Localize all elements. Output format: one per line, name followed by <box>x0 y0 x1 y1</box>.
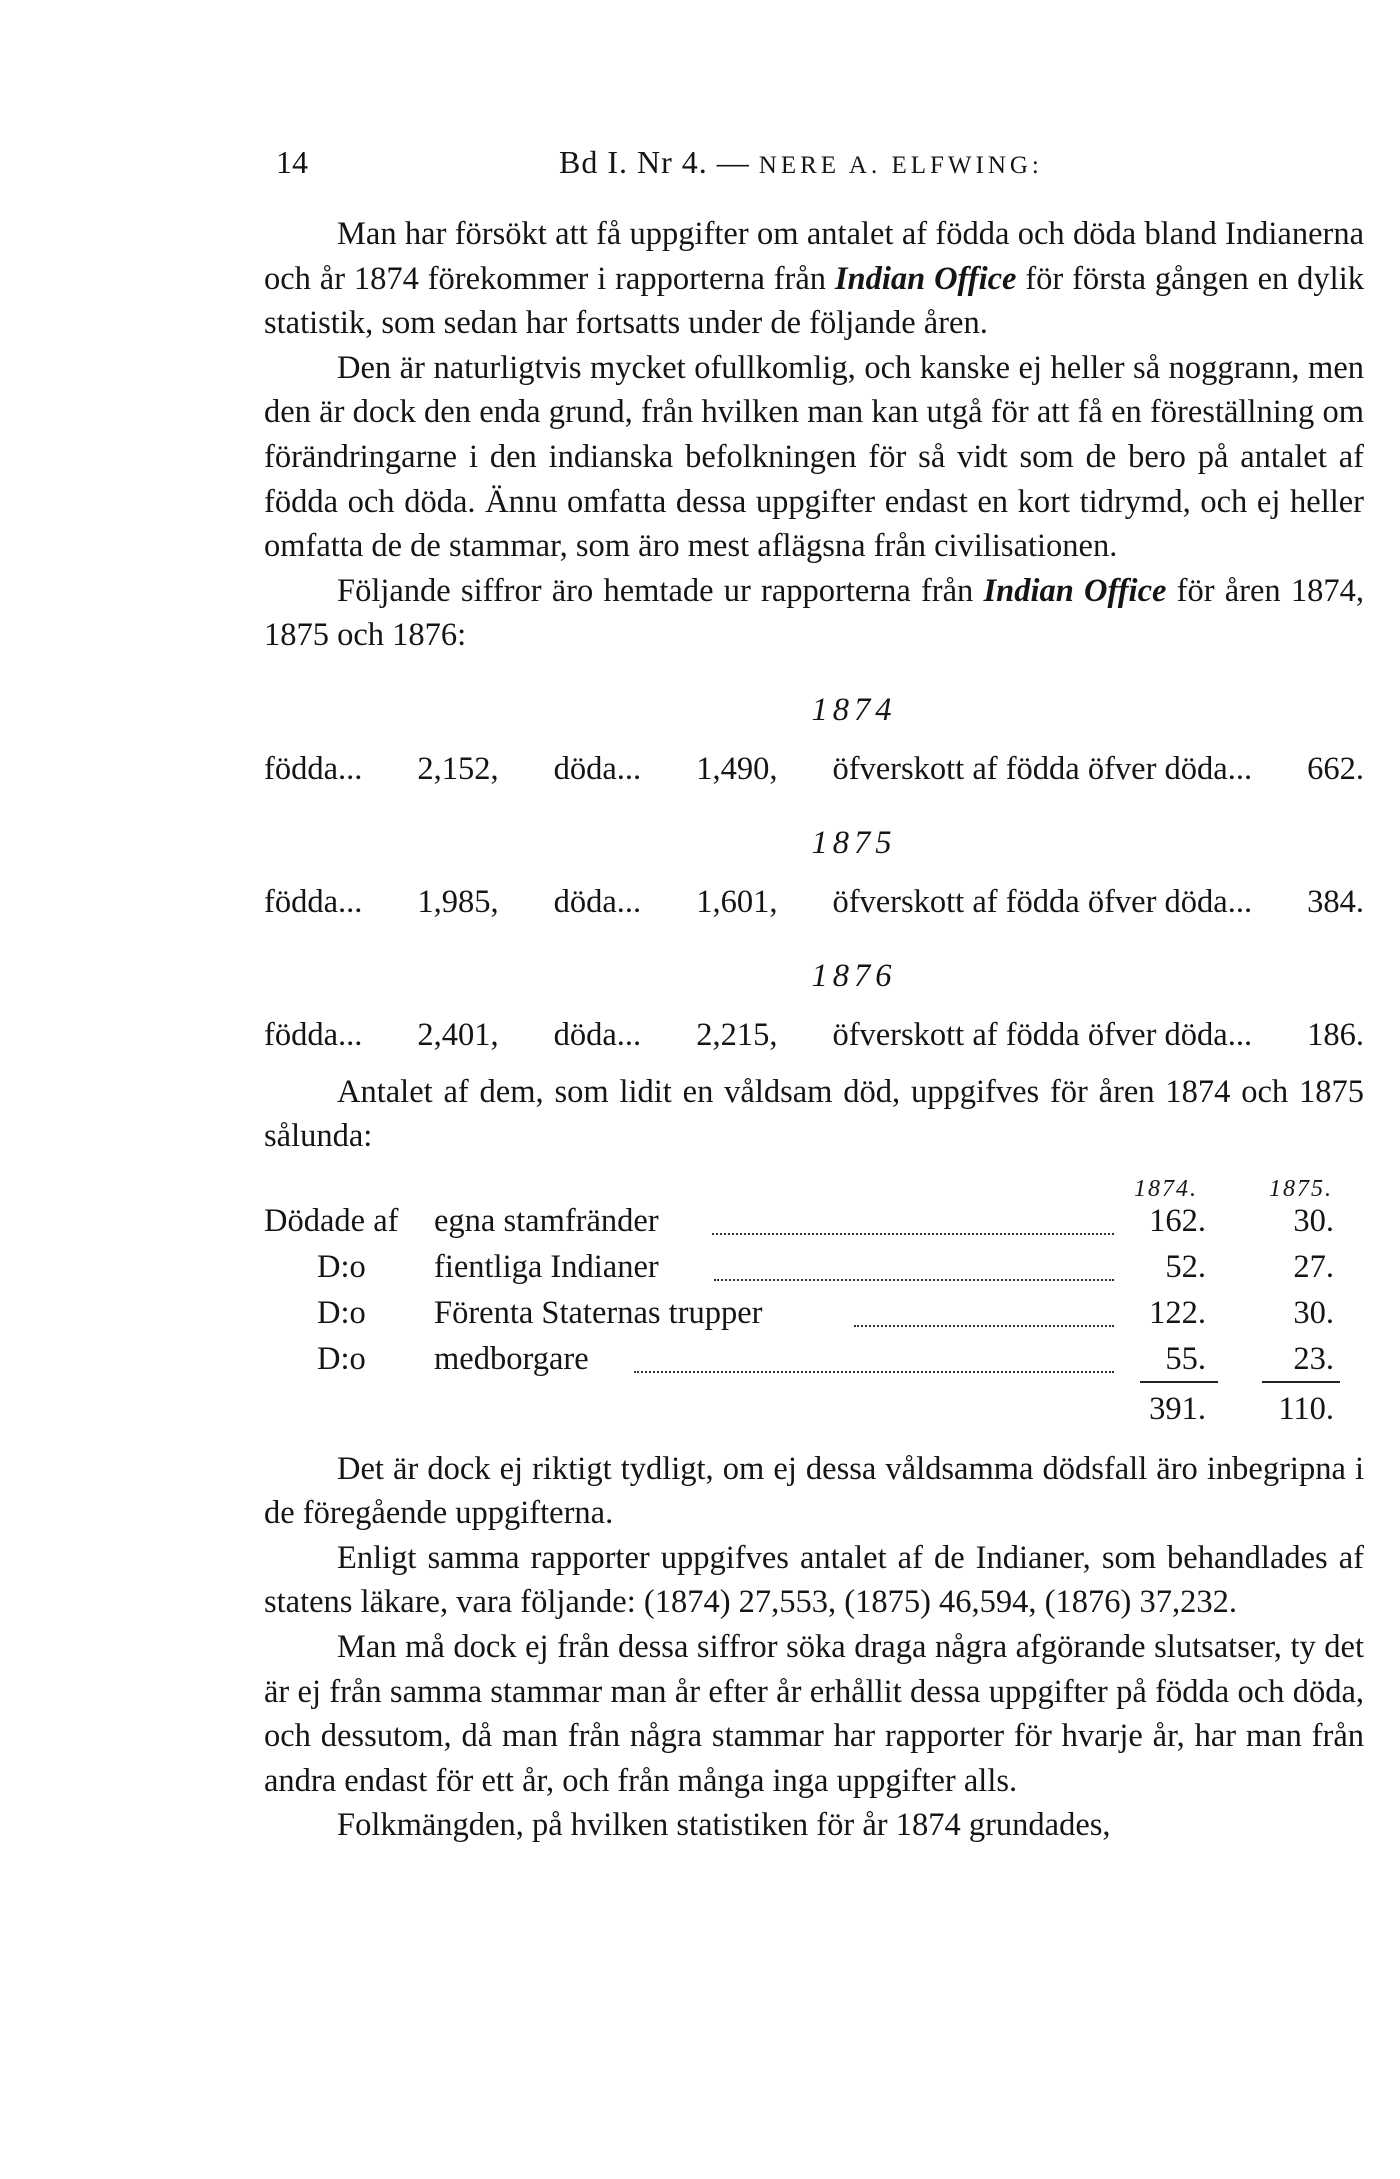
value-1874: 55. <box>1165 1340 1206 1377</box>
indian-office-ref-1: Indian Office <box>834 260 1017 297</box>
row-prefix: D:o <box>317 1294 366 1331</box>
dot-leader <box>854 1325 1114 1327</box>
surplus-label: öfverskott af födda öfver döda... <box>832 883 1253 920</box>
surplus-value: 662. <box>1307 750 1364 787</box>
row-label: egna stamfränder <box>434 1202 659 1239</box>
row-label: Förenta Staternas trupper <box>434 1294 763 1331</box>
year-heading: 1875 <box>811 825 897 862</box>
dot-leader <box>714 1279 1114 1281</box>
births-label: födda... <box>264 883 363 920</box>
paragraph-6: Man må dock ej från dessa siffror söka draga några afgörande slutsatser, ty det är ej från samma stammar man år efter år erhållit dessa uppgifter på födda och döda, och dessutom, då man från några stammar har rapporter för hvarje år, har man från andra endast för ett år, och från många inga uppgifter alls. <box>264 1629 1364 1799</box>
running-title-journal: Bd I. Nr 4. — <box>559 144 750 180</box>
paragraph-1-text-b: för första gången en dylik statistik, som sedan har fortsatts under de följande åren. <box>264 260 1364 342</box>
paragraph-7: Folkmängden, på hvilken statistiken för år 1874 grundades, <box>337 1807 1111 1844</box>
paragraph-5: Enligt samma rapporter uppgifves antalet af de Indianer, som behandlades af statens läkare, vara följande: (1874) 27,553, (1875) 46,594, (1876) 37,232. <box>264 1539 1364 1621</box>
surplus-label: öfverskott af födda öfver döda... <box>832 1016 1253 1053</box>
violence-table <box>264 1167 1364 1427</box>
vital-stats-row <box>264 1013 1364 1058</box>
running-title <box>559 140 1043 189</box>
paragraph-1-text-a: Man har försökt att få uppgifter om antalet af födda och döda bland Indianerna och år 1874 förekommer i rapporterna från <box>264 216 1364 297</box>
running-header <box>264 140 1364 180</box>
surplus-value: 186. <box>1307 1016 1364 1053</box>
column-header-1874: 1874. <box>1134 1175 1198 1202</box>
births-value: 1,985, <box>417 883 499 920</box>
value-1875: 27. <box>1293 1248 1334 1285</box>
paragraph-3-text-b: för åren 1874, 1875 och 1876: <box>264 572 1364 654</box>
year-heading: 1876 <box>811 958 897 995</box>
value-1875: 23. <box>1293 1340 1334 1377</box>
paragraph-3-text-a: Följande siffror äro hemtade ur rapporterna från <box>337 572 984 609</box>
sum-rule-1874 <box>1140 1381 1218 1383</box>
paragraph-4: Det är dock ej riktigt tydligt, om ej dessa våldsamma dödsfall äro inbegripna i de föregående uppgifterna. <box>264 1450 1364 1532</box>
row-prefix: Dödade af <box>264 1202 399 1239</box>
value-1874: 162. <box>1149 1202 1206 1239</box>
column-header-1875: 1875. <box>1269 1175 1333 1202</box>
running-title-author: NERE A. ELFWING: <box>758 152 1043 179</box>
dot-leader <box>634 1371 1114 1373</box>
value-1875: 30. <box>1293 1202 1334 1239</box>
row-prefix: D:o <box>317 1248 366 1285</box>
births-value: 2,152, <box>417 750 499 787</box>
value-1874: 52. <box>1165 1248 1206 1285</box>
births-label: födda... <box>264 1016 363 1053</box>
page-number: 14 <box>276 144 308 180</box>
surplus-label: öfverskott af födda öfver döda... <box>832 750 1253 787</box>
violence-intro: Antalet af dem, som lidit en våldsam död, uppgifves för åren 1874 och 1875 sålunda: <box>264 1073 1364 1155</box>
sum-rule-1875 <box>1262 1381 1340 1383</box>
row-label: fientliga Indianer <box>434 1248 659 1285</box>
totals-row <box>264 1387 1364 1433</box>
page <box>264 140 1364 1848</box>
births-label: födda... <box>264 750 363 787</box>
value-1874: 122. <box>1149 1294 1206 1331</box>
surplus-value: 384. <box>1307 883 1364 920</box>
vital-stats-row <box>264 880 1364 925</box>
deaths-label: döda... <box>553 750 642 787</box>
row-label: medborgare <box>434 1340 589 1377</box>
births-value: 2,401, <box>417 1016 499 1053</box>
vital-stats-row <box>264 747 1364 792</box>
deaths-value: 2,215, <box>696 1016 778 1053</box>
table-row <box>264 1199 1364 1245</box>
paragraph-1 <box>264 212 1364 346</box>
value-1875: 30. <box>1293 1294 1334 1331</box>
row-prefix: D:o <box>317 1340 366 1377</box>
table-row <box>264 1245 1364 1291</box>
deaths-label: döda... <box>553 883 642 920</box>
paragraph-3 <box>264 569 1364 658</box>
total-1875: 110. <box>1278 1390 1334 1427</box>
deaths-value: 1,601, <box>696 883 778 920</box>
deaths-value: 1,490, <box>696 750 778 787</box>
total-1874: 391. <box>1149 1390 1206 1427</box>
dot-leader <box>712 1233 1114 1235</box>
deaths-label: döda... <box>553 1016 642 1053</box>
vital-stats-section <box>264 688 1364 1058</box>
table-row <box>264 1291 1364 1337</box>
year-heading: 1874 <box>811 691 897 728</box>
indian-office-ref-2: Indian Office <box>983 572 1167 609</box>
table-row <box>264 1337 1364 1383</box>
paragraph-2: Den är naturligtvis mycket ofullkomlig, och kanske ej heller så noggrann, men den är dock den enda grund, från hvilken man kan utgå för att få en föreställning om förändringarne i den indianska befolkningen för så vidt som de bero på antalet af födda och döda. Ännu omfatta dessa uppgifter endast en kort tidrymd, och ej heller omfatta de de stammar, som äro mest aflägsna från civilisationen. <box>264 349 1364 565</box>
